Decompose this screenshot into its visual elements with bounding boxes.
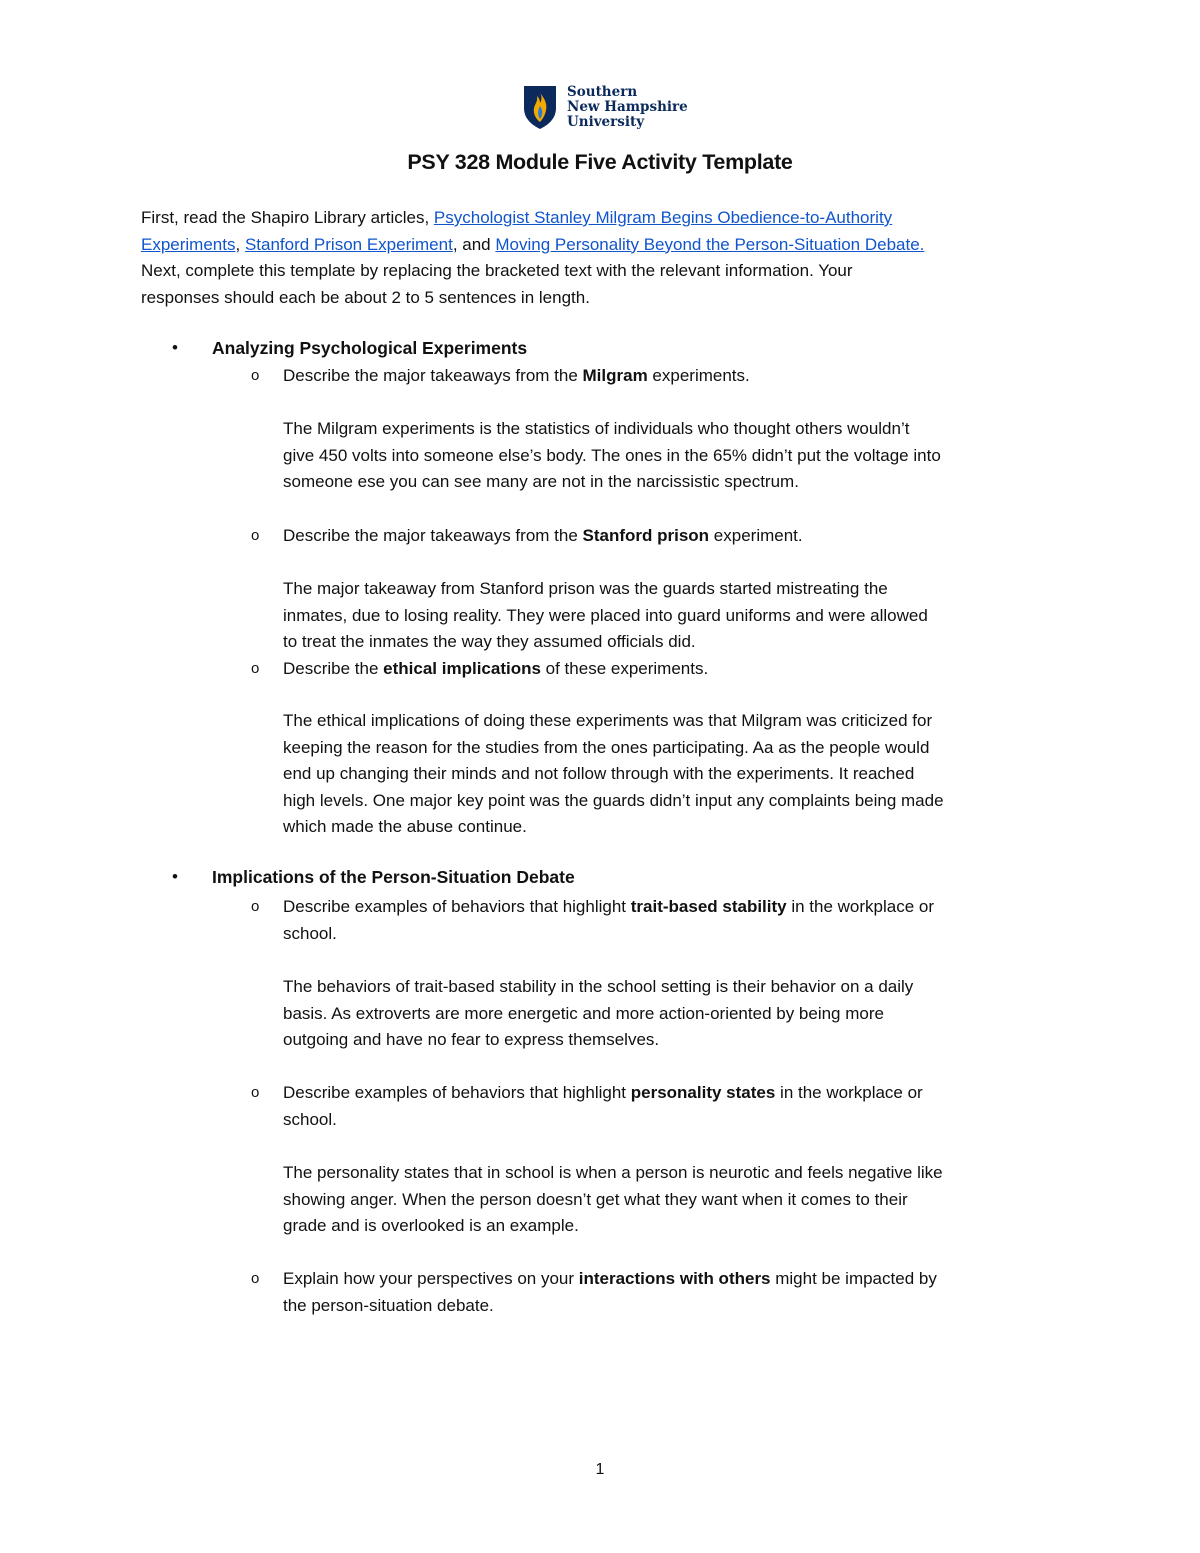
sub-bullet-marker: o <box>251 1084 260 1101</box>
flame-shield-icon <box>522 84 558 130</box>
answer-line: give 450 volts into someone else’s body. The ones in the 65% didn’t put the voltage into <box>283 445 941 465</box>
intro-and: , and <box>452 234 496 254</box>
logo-line-2: New Hampshire <box>567 99 688 115</box>
prompt-text-end: might be impacted by <box>770 1269 937 1288</box>
section-heading-person-situation: Implications of the Person-Situation Debate <box>212 867 575 887</box>
prompt-stanford <box>283 522 803 549</box>
prompt-text: Describe the major takeaways from the <box>283 526 583 545</box>
intro-text: First, read the Shapiro Library articles, <box>141 208 434 227</box>
prompt-text: Describe examples of behaviors that highlight <box>283 897 631 916</box>
answer-stanford <box>283 576 928 656</box>
prompt-text-end: in the workplace or <box>786 897 935 916</box>
prompt-trait-stability <box>283 893 934 947</box>
prompt-text-line2: the person-situation debate. <box>283 1296 494 1315</box>
sub-bullet-marker: o <box>251 1270 260 1287</box>
prompt-keyword: Milgram <box>582 366 648 385</box>
logo-line-3: University <box>567 114 645 130</box>
answer-line: high levels. One major key point was the guards didn’t input any complaints being made <box>283 790 944 810</box>
prompt-keyword: personality states <box>630 1083 776 1102</box>
answer-line: to treat the inmates the way they assumed officials did. <box>283 632 696 652</box>
logo-line-1: Southern <box>567 84 638 100</box>
sub-bullet-marker: o <box>251 527 260 544</box>
page-number: 1 <box>595 1461 605 1478</box>
stanford-article-link[interactable]: Stanford Prison Experiment <box>244 234 453 254</box>
answer-line: The personality states that in school is when a person is neurotic and feels negative like <box>283 1163 943 1182</box>
answer-line: someone ese you can see many are not in the narcissistic spectrum. <box>283 472 799 492</box>
person-situation-article-link[interactable]: Moving Personality Beyond the Person-Situation Debate. <box>495 234 925 254</box>
answer-line: The ethical implications of doing these experiments was that Milgram was criticized for <box>283 711 933 730</box>
prompt-ethics <box>283 655 708 682</box>
answer-line: showing anger. When the person doesn’t get what they want when it comes to their <box>283 1189 908 1209</box>
prompt-text-end: in the workplace or <box>775 1083 923 1102</box>
prompt-text-end: experiment. <box>709 526 803 545</box>
answer-personality-states <box>283 1160 943 1240</box>
prompt-keyword: ethical implications <box>383 659 541 678</box>
prompt-personality-states <box>283 1079 923 1133</box>
milgram-article-link[interactable]: Psychologist Stanley Milgram Begins Obedience-to-Authority <box>433 208 893 227</box>
answer-line: The major takeaway from Stanford prison was the guards started mistreating the <box>283 579 888 598</box>
milgram-article-link-cont[interactable]: Experiments <box>141 234 236 254</box>
prompt-text-line2: school. <box>283 924 337 943</box>
prompt-text-end: experiments. <box>647 366 750 385</box>
intro-instructions: Next, complete this template by replacing the bracketed text with the relevant information. Your <box>141 261 853 280</box>
prompt-text: Describe the major takeaways from the <box>283 366 583 385</box>
prompt-text: Describe examples of behaviors that highlight <box>283 1083 631 1102</box>
answer-line: The Milgram experiments is the statistics of individuals who thought others wouldn’t <box>283 419 910 438</box>
answer-line: inmates, due to losing reality. They were placed into guard uniforms and were allowed <box>283 605 928 625</box>
prompt-milgram <box>283 362 750 389</box>
prompt-keyword: Stanford prison <box>582 526 710 545</box>
bullet-marker: • <box>172 338 178 357</box>
prompt-text: Describe the <box>283 659 384 678</box>
answer-milgram <box>283 416 941 496</box>
prompt-text-line2: school. <box>283 1110 337 1129</box>
intro-paragraph <box>141 205 1081 311</box>
answer-line: grade and is overlooked is an example. <box>283 1216 579 1236</box>
answer-line: keeping the reason for the studies from the ones participating. Aa as the people would <box>283 737 930 757</box>
section-heading-experiments: Analyzing Psychological Experiments <box>212 338 528 358</box>
answer-ethics <box>283 708 944 841</box>
answer-line: which made the abuse continue. <box>283 817 527 837</box>
sub-bullet-marker: o <box>251 660 260 677</box>
answer-line: outgoing and have no fear to express themselves. <box>283 1030 660 1050</box>
prompt-interactions <box>283 1265 937 1319</box>
prompt-text: Explain how your perspectives on your <box>283 1269 579 1288</box>
prompt-keyword: trait-based stability <box>630 897 787 916</box>
prompt-text-end: of these experiments. <box>540 659 709 678</box>
bullet-marker: • <box>172 867 178 886</box>
sub-bullet-marker: o <box>251 898 260 915</box>
answer-line: basis. As extroverts are more energetic and more action-oriented by being more <box>283 1003 884 1023</box>
sub-bullet-marker: o <box>251 367 260 384</box>
answer-line: end up changing their minds and not follow through with the experiments. It reached <box>283 764 915 784</box>
logo-wordmark <box>567 85 688 130</box>
university-logo <box>522 84 692 134</box>
page-title: PSY 328 Module Five Activity Template <box>407 150 793 174</box>
answer-trait-stability <box>283 974 913 1054</box>
prompt-keyword: interactions with others <box>578 1269 771 1288</box>
intro-length-note: responses should each be about 2 to 5 sentences in length. <box>141 287 590 307</box>
intro-comma: , <box>235 234 245 254</box>
answer-line: The behaviors of trait-based stability in the school setting is their behavior on a daily <box>283 977 914 996</box>
